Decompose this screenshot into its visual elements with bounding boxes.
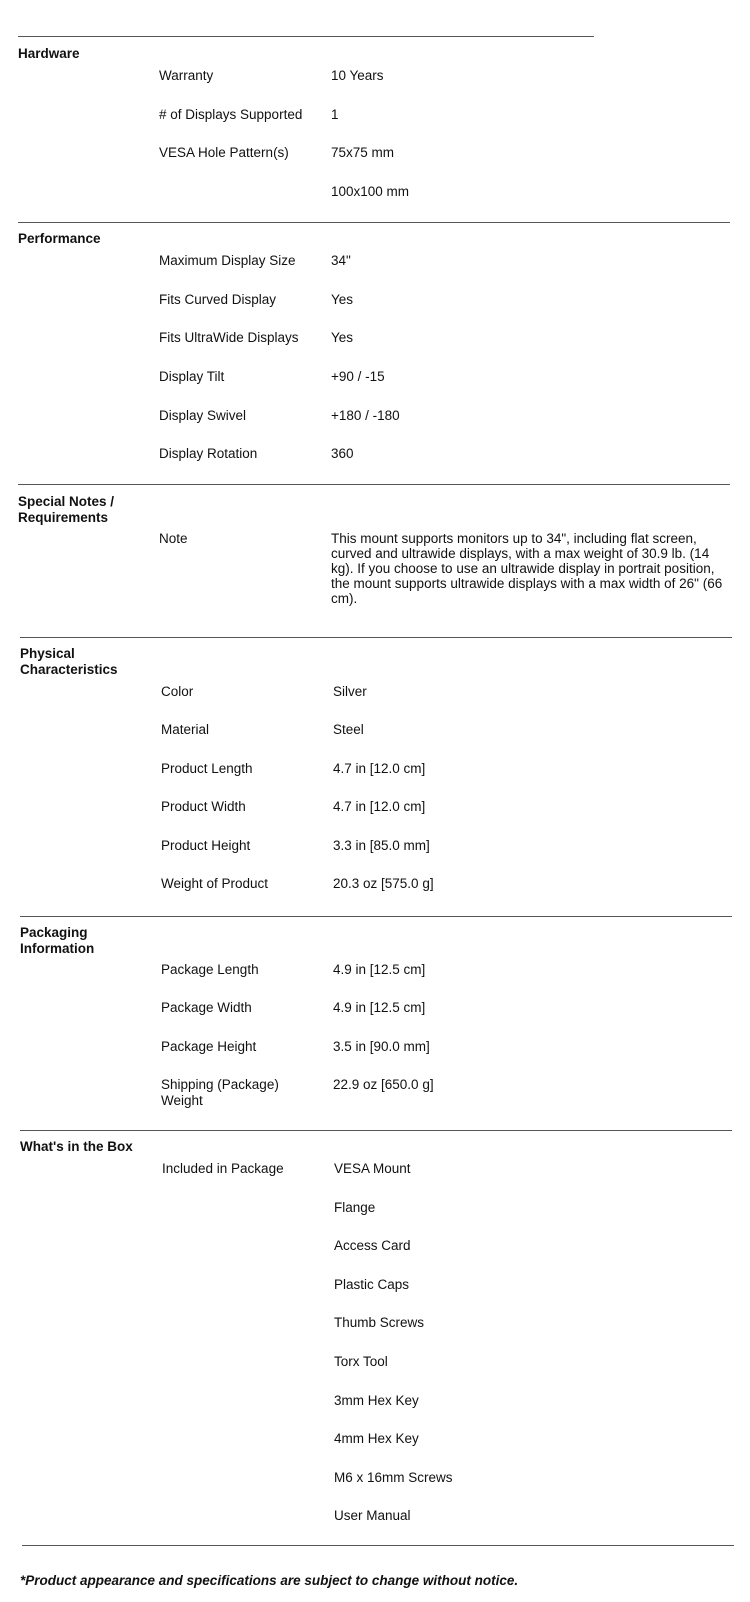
spec-label: Fits UltraWide Displays xyxy=(159,330,299,345)
spec-label: Note xyxy=(159,531,188,546)
spec-value: Steel xyxy=(333,722,364,737)
spec-value: 4.7 in [12.0 cm] xyxy=(333,799,426,814)
spec-label: Color xyxy=(161,684,194,699)
section-divider xyxy=(18,484,730,485)
spec-value: 4.9 in [12.5 cm] xyxy=(333,1000,426,1015)
spec-label: Display Rotation xyxy=(159,446,258,461)
box-item: M6 x 16mm Screws xyxy=(334,1470,453,1485)
spec-label: Product Width xyxy=(161,799,246,814)
box-item: Plastic Caps xyxy=(334,1277,410,1292)
spec-label: Product Height xyxy=(161,838,251,853)
spec-label: Package Width xyxy=(161,1000,252,1015)
spec-label: Display Tilt xyxy=(159,369,225,384)
spec-value: Yes xyxy=(331,292,354,307)
spec-label: Warranty xyxy=(159,68,214,83)
spec-value: 360 xyxy=(331,446,354,461)
section-divider xyxy=(18,222,730,223)
spec-label: Material xyxy=(161,722,210,737)
spec-value: 4.9 in [12.5 cm] xyxy=(333,962,426,977)
spec-value: +180 / -180 xyxy=(331,408,400,423)
spec-value: Yes xyxy=(331,330,354,345)
disclaimer-footer: *Product appearance and specifications are subject to change without notice. xyxy=(20,1573,519,1588)
spec-value: 3.3 in [85.0 mm] xyxy=(333,838,430,853)
spec-value: 22.9 oz [650.0 g] xyxy=(333,1077,434,1092)
box-item: Thumb Screws xyxy=(334,1315,425,1330)
section-divider xyxy=(20,637,732,638)
spec-value: 34" xyxy=(331,253,351,268)
spec-value: 4.7 in [12.0 cm] xyxy=(333,761,426,776)
spec-label: Package Height xyxy=(161,1039,257,1054)
spec-value: 10 Years xyxy=(331,68,384,83)
note-text: This mount supports monitors up to 34", including flat screen, curved and ultrawide displays, with a max weight of 30.9 lb. (14 kg). If you choose to use an ultrawide display in portrait position, the mount supports ultrawide displays with a max width of 26" (66 cm). xyxy=(331,531,723,606)
spec-label: Fits Curved Display xyxy=(159,292,277,307)
spec-value: +90 / -15 xyxy=(331,369,385,384)
spec-label: VESA Hole Pattern(s) xyxy=(159,145,289,160)
section-divider xyxy=(18,36,594,37)
box-item: Torx Tool xyxy=(334,1354,388,1369)
section-divider xyxy=(22,1545,734,1546)
spec-label: Weight of Product xyxy=(161,876,269,891)
spec-label: Maximum Display Size xyxy=(159,253,296,268)
section-divider xyxy=(20,916,732,917)
section-title-packaging: Packaging Information xyxy=(20,925,95,956)
spec-value: 75x75 mm xyxy=(331,145,395,160)
spec-label: Included in Package xyxy=(162,1161,284,1176)
box-item: Access Card xyxy=(334,1238,411,1253)
section-divider xyxy=(20,1130,732,1131)
box-item: VESA Mount xyxy=(334,1161,411,1176)
spec-value: Silver xyxy=(333,684,367,699)
box-item: Flange xyxy=(334,1200,376,1215)
spec-label: # of Displays Supported xyxy=(159,107,303,122)
spec-label: Display Swivel xyxy=(159,408,247,423)
section-title-hardware: Hardware xyxy=(18,46,80,61)
section-title-in-box: What's in the Box xyxy=(20,1139,133,1154)
box-item: User Manual xyxy=(334,1508,411,1523)
box-item: 4mm Hex Key xyxy=(334,1431,419,1446)
section-title-performance: Performance xyxy=(18,231,101,246)
spec-value: 20.3 oz [575.0 g] xyxy=(333,876,434,891)
spec-value: 1 xyxy=(331,107,339,122)
spec-value: 3.5 in [90.0 mm] xyxy=(333,1039,430,1054)
spec-value: 100x100 mm xyxy=(331,184,410,199)
box-item: 3mm Hex Key xyxy=(334,1393,419,1408)
spec-label: Product Length xyxy=(161,761,253,776)
spec-label: Package Length xyxy=(161,962,259,977)
spec-label: Shipping (Package) Weight xyxy=(161,1077,279,1108)
section-title-special-notes: Special Notes / Requirements xyxy=(18,494,115,525)
section-title-physical: Physical Characteristics xyxy=(20,646,118,677)
